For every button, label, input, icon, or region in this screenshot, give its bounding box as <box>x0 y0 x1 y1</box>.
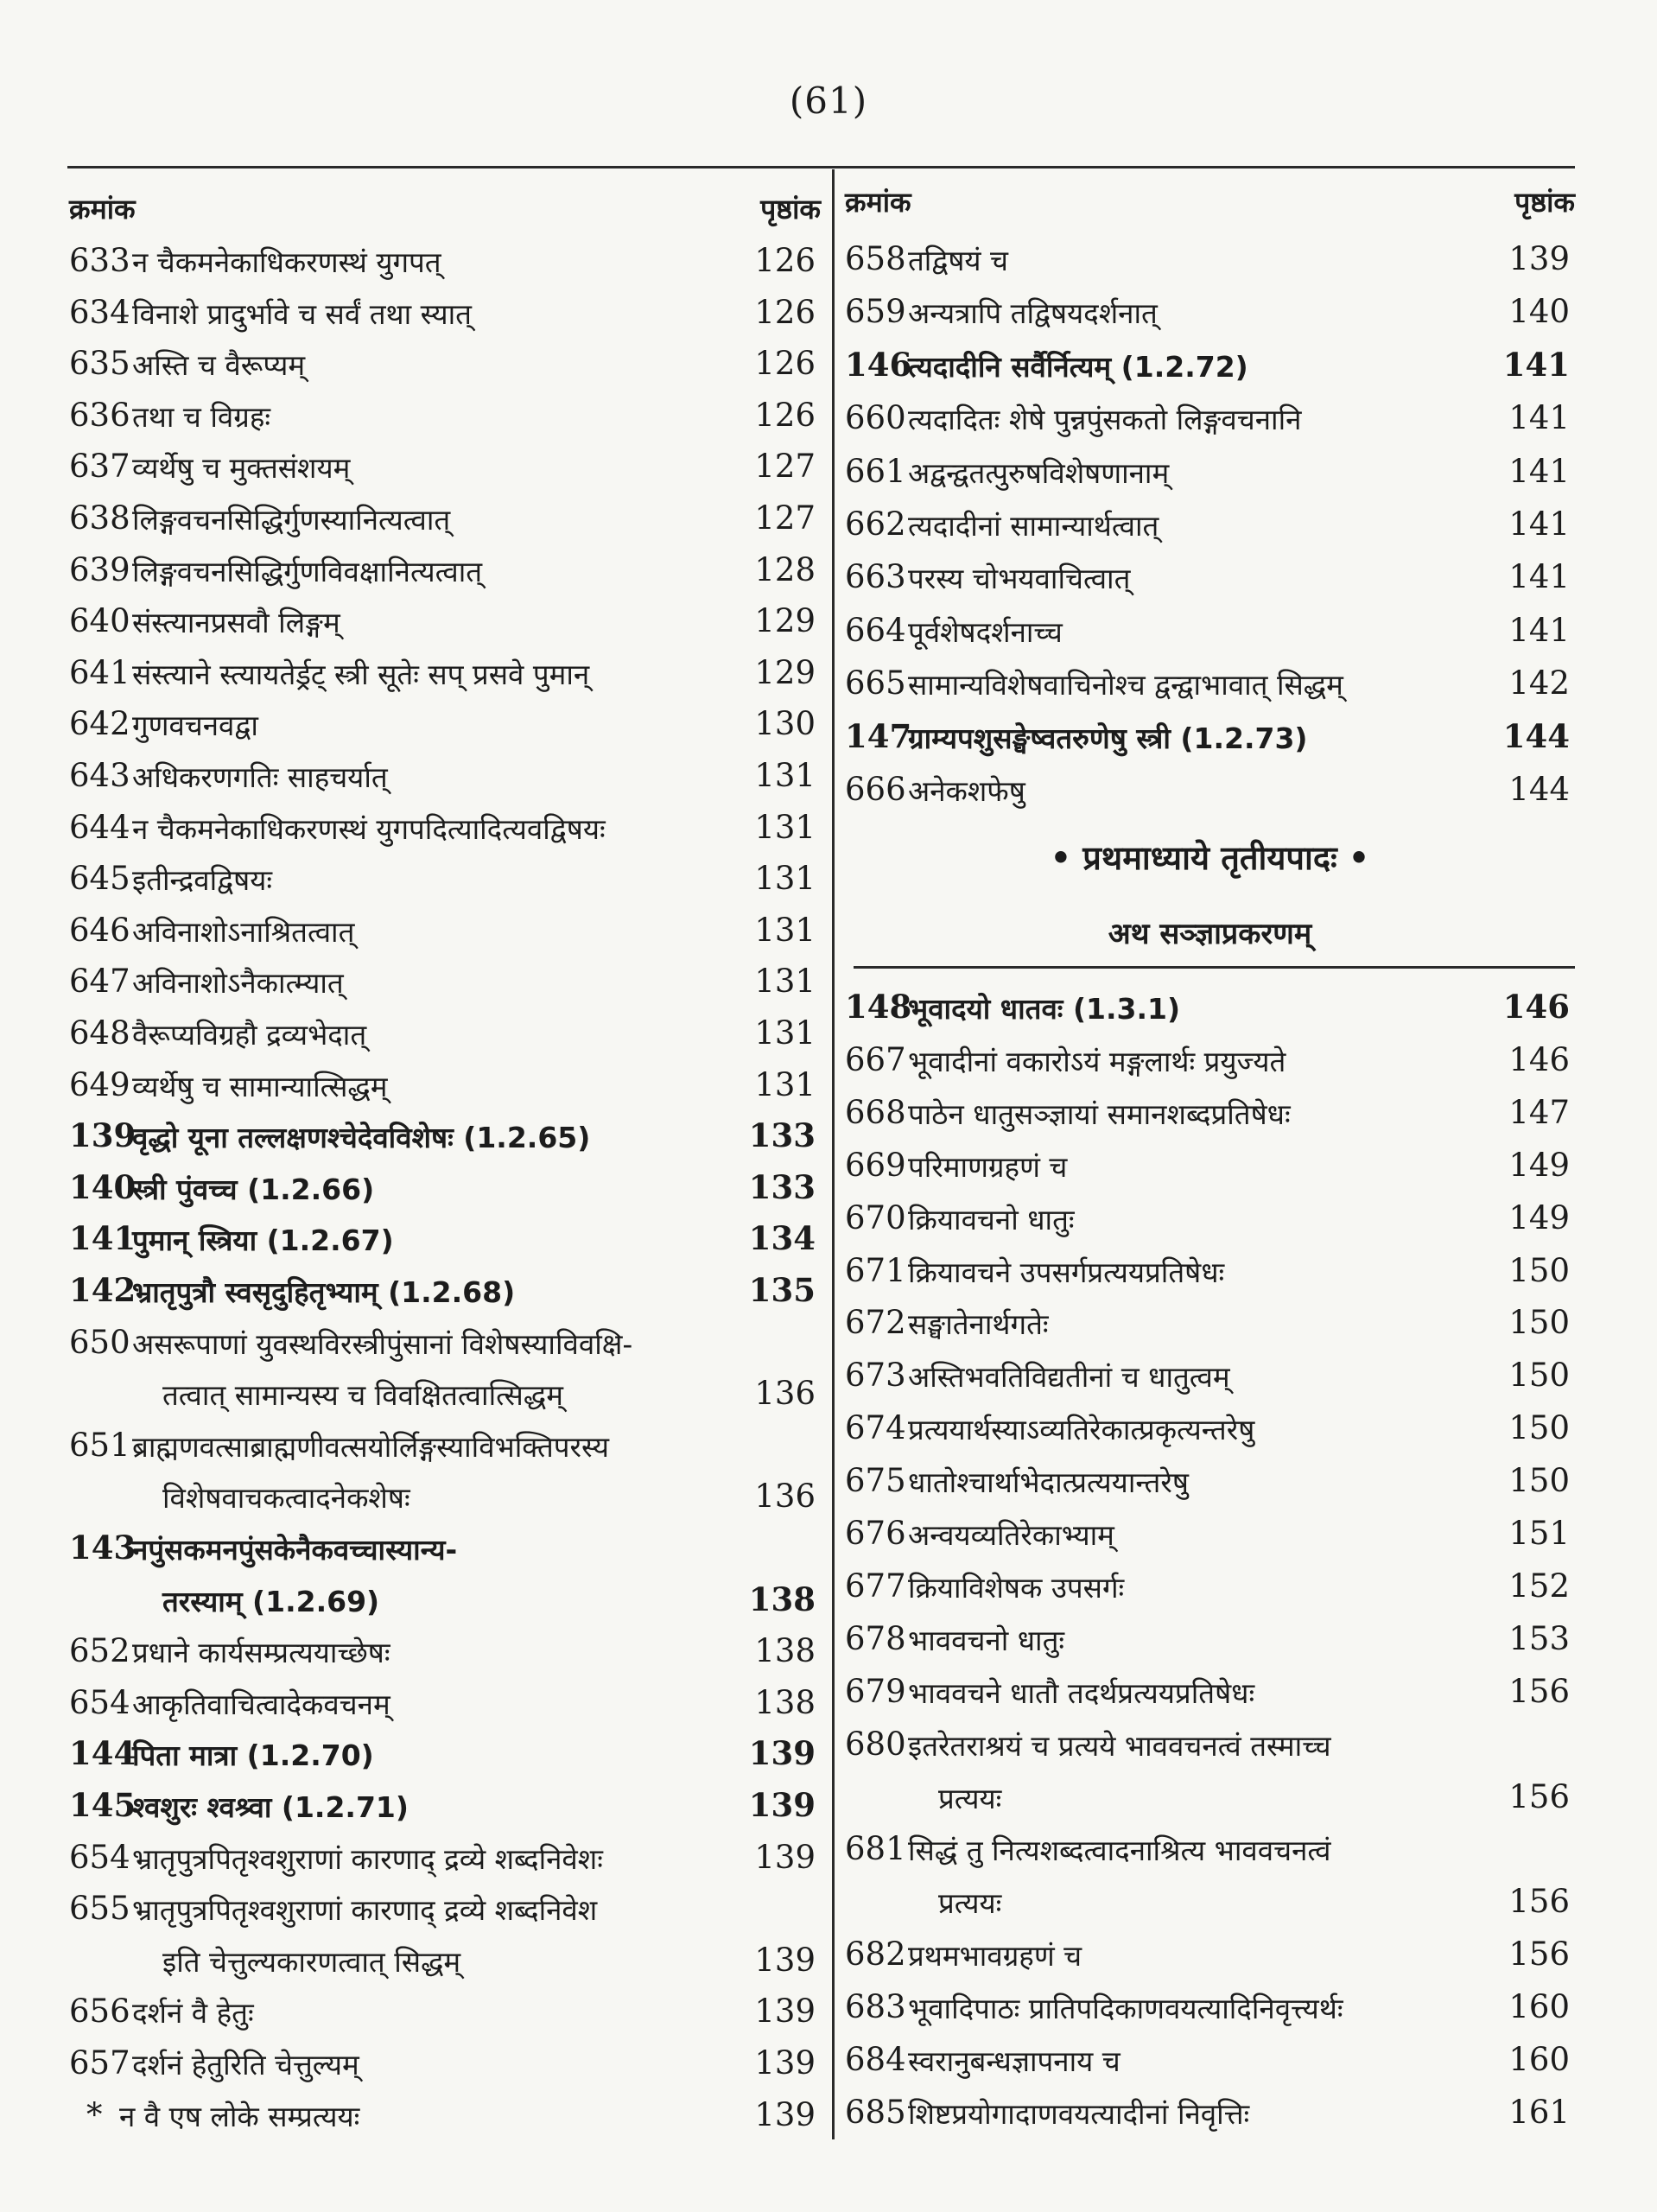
entry-text: इतीन्द्रवद्विषयः <box>132 863 273 898</box>
entry-number: 679 <box>845 1672 906 1710</box>
list-item <box>845 1980 1575 2030</box>
entry-text: अस्तिभवतिविद्यतीनां च धातुत्वम् <box>908 1360 1230 1395</box>
list-item <box>69 1315 821 1365</box>
entry-number: 660 <box>845 399 906 437</box>
entry-text: ब्राह्मणवत्साब्राह्मणीवत्सयोर्लिङ्गस्याविभक्तिपरस्य <box>132 1429 610 1464</box>
entry-page-number: 133 <box>748 1167 816 1206</box>
entry-number: 676 <box>845 1515 906 1552</box>
entry-page-number: 139 <box>748 1734 816 1773</box>
list-item <box>69 1624 821 1674</box>
entry-number: 682 <box>845 1936 906 1974</box>
entry-number: 654 <box>69 1683 130 1721</box>
entry-text: भाववचने धातौ तदर्थप्रत्ययप्रतिषेधः <box>908 1675 1255 1710</box>
entry-text: प्रथमभावग्रहणं च <box>908 1939 1082 1974</box>
entry-page-number: 131 <box>754 860 816 898</box>
list-item <box>69 1933 821 1983</box>
entry-page-number: 139 <box>754 1993 816 2031</box>
page-number-heading: पृष्ठांक <box>1514 186 1575 219</box>
entry-page-number: 150 <box>1508 1304 1570 1342</box>
entry-number: 646 <box>69 911 130 949</box>
page-number-heading: पृष्ठांक <box>760 193 821 226</box>
entry-number: 643 <box>69 757 130 794</box>
entry-page-number: 156 <box>1508 1777 1570 1815</box>
entry-text: व्यर्थेषु च मुक्तसंशयम् <box>132 451 351 486</box>
entry-text: आकृतिवाचित्वादेकवचनम् <box>132 1687 390 1721</box>
entry-page-number: 129 <box>754 602 816 640</box>
entry-text: न चैकमनेकाधिकरणस्थं युगपदित्यादित्यवद्विषयः <box>132 811 606 846</box>
list-item <box>69 1211 821 1262</box>
entry-number: 652 <box>69 1632 130 1670</box>
entry-page-number: 138 <box>748 1580 816 1618</box>
entry-number: 637 <box>69 448 130 486</box>
entry-number: 143 <box>69 1529 136 1567</box>
entry-number: 651 <box>69 1426 130 1464</box>
entry-page-number: 127 <box>754 448 816 486</box>
entry-text: श्वशुरः श्वश्र्वा (1.2.71) <box>132 1790 409 1824</box>
entry-text: क्रियाविशेषक उपसर्गः <box>908 1570 1125 1605</box>
entry-text: धातोश्चार्थाभेदात्प्रत्ययान्तरेषु <box>908 1465 1189 1500</box>
entry-page-number: 131 <box>754 963 816 1001</box>
list-item <box>69 1830 821 1880</box>
list-item <box>845 444 1575 494</box>
entry-page-number: 146 <box>1502 988 1570 1026</box>
entry-page-number: 138 <box>754 1632 816 1670</box>
entry-page-number: 150 <box>1508 1409 1570 1447</box>
list-item <box>69 2088 821 2138</box>
list-item <box>845 2085 1575 2135</box>
entry-text: परिमाणग्रहणं च <box>908 1149 1068 1184</box>
list-item <box>69 1881 821 1931</box>
list-item <box>845 284 1575 334</box>
entry-text: सामान्यविशेषवाचिनोश्च द्वन्द्वाभावात् सिद्धम् <box>908 668 1343 702</box>
entry-number: 672 <box>845 1304 906 1342</box>
entry-text: इति चेत्तुल्यकारणत्वात् सिद्धम् <box>162 1944 461 1979</box>
entry-text: लिङ्गवचनसिद्धिर्गुणस्यानित्यत्वात् <box>132 503 451 537</box>
list-item <box>845 338 1575 388</box>
entry-text: व्यर्थेषु च सामान्यात्सिद्धम् <box>132 1069 388 1103</box>
entry-page-number: 150 <box>1508 1357 1570 1395</box>
entry-text: भूवादिपाठः प्रातिपदिकाणवयत्यादिनिवृत्त्यर्थः <box>908 1992 1343 2026</box>
entry-text: वृद्धो यूना तल्लक्षणश्चेदेवविशेषः (1.2.65) <box>132 1121 591 1155</box>
entry-number: 640 <box>69 602 130 640</box>
entry-number: 655 <box>69 1890 130 1928</box>
entry-page-number: 150 <box>1508 1251 1570 1289</box>
entry-number: 638 <box>69 499 130 537</box>
list-item <box>69 233 821 283</box>
entry-number: 684 <box>845 2041 906 2078</box>
entry-page-number: 126 <box>754 396 816 434</box>
entry-number: 663 <box>845 558 906 596</box>
entry-page-number: 160 <box>1508 1988 1570 2026</box>
entry-page-number: 141 <box>1508 558 1570 596</box>
entry-page-number: 140 <box>1508 293 1570 331</box>
entry-page-number: 141 <box>1508 611 1570 649</box>
entry-number: 656 <box>69 1993 130 2031</box>
list-item <box>845 1191 1575 1241</box>
entry-number: 636 <box>69 396 130 434</box>
entry-number: 657 <box>69 2044 130 2082</box>
entry-text: वैरूप्यविग्रहौ द्रव्यभेदात् <box>132 1018 367 1052</box>
entry-number: 139 <box>69 1116 136 1155</box>
entry-text: पूर्वशेषदर्शनाच्च <box>908 614 1063 649</box>
list-item <box>845 980 1575 1030</box>
list-item <box>69 1778 821 1828</box>
list-item <box>69 645 821 696</box>
list-item <box>69 1160 821 1211</box>
entry-number: 674 <box>845 1409 906 1447</box>
entry-page-number: 129 <box>754 653 816 691</box>
entry-number: 649 <box>69 1065 130 1103</box>
list-item <box>845 603 1575 653</box>
entry-number: 666 <box>845 771 906 808</box>
entry-text: क्रियावचने उपसर्गप्रत्ययप्रतिषेधः <box>908 1255 1225 1289</box>
entry-page-number: 131 <box>754 1014 816 1052</box>
list-item <box>69 1469 821 1519</box>
list-item <box>845 1085 1575 1135</box>
list-item <box>845 1401 1575 1451</box>
list-item <box>69 1573 821 1623</box>
entry-page-number: 142 <box>1508 664 1570 702</box>
entry-number: 659 <box>845 293 906 331</box>
list-item <box>69 388 821 438</box>
entry-text: अन्यत्रापि तद्विषयदर्शनात् <box>908 296 1158 331</box>
list-item <box>845 1138 1575 1188</box>
entry-number: 671 <box>845 1251 906 1289</box>
entry-number: 661 <box>845 452 906 490</box>
list-item <box>69 1263 821 1313</box>
entry-number: 644 <box>69 808 130 846</box>
entry-page-number: 126 <box>754 293 816 331</box>
entry-page-number: 146 <box>1508 1040 1570 1078</box>
entry-text: अविनाशोऽनैकात्म्यात् <box>132 966 344 1001</box>
list-item <box>845 1295 1575 1345</box>
entry-text: भूवादीनां वकारोऽयं मङ्गलार्थः प्रयुज्यते <box>908 1044 1286 1078</box>
list-item <box>69 285 821 335</box>
section-subtitle: अथ सञ्ज्ञाप्रकरणम् <box>1108 917 1312 951</box>
entry-text: सिद्धं तु नित्यशब्दत्वादनाश्रित्य भाववचनत्वं <box>908 1834 1331 1868</box>
entry-text: अधिकरणगतिः साहचर्यात् <box>132 760 388 794</box>
list-item <box>845 1770 1575 1820</box>
entry-page-number: 141 <box>1508 399 1570 437</box>
list-item <box>845 1348 1575 1398</box>
entry-page-number: 141 <box>1508 452 1570 490</box>
entry-text: गुणवचनवद्वा <box>132 709 258 743</box>
list-item <box>69 1984 821 2034</box>
page-number: (61) <box>789 79 868 122</box>
list-item <box>845 1243 1575 1294</box>
entry-number: 140 <box>69 1167 136 1206</box>
entry-page-number: 156 <box>1508 1672 1570 1710</box>
entry-page-number: 161 <box>1508 2093 1570 2131</box>
entry-number: 633 <box>69 242 130 279</box>
entry-page-number: 139 <box>754 1838 816 1876</box>
list-item <box>69 748 821 798</box>
list-item <box>845 232 1575 282</box>
entry-text: दर्शनं हेतुरिति चेत्तुल्यम् <box>132 2048 359 2082</box>
entry-text: भ्रातृपुत्रौ स्वसृदुहितृभ्याम् (1.2.68) <box>132 1275 516 1309</box>
entry-text: असरूपाणां युवस्थविरस्त्रीपुंसानां विशेषस्याविवक्षि- <box>132 1326 633 1361</box>
list-item <box>845 762 1575 812</box>
right-column-header <box>845 176 1575 221</box>
entry-page-number: 128 <box>754 550 816 588</box>
list-item <box>845 656 1575 706</box>
list-item <box>845 1506 1575 1556</box>
entry-text: संस्त्यानप्रसवौ लिङ्गम् <box>132 606 340 640</box>
entry-text: विशेषवाचकत्वादनेकशेषः <box>162 1481 410 1516</box>
entry-page-number: 139 <box>754 2044 816 2082</box>
list-item <box>69 439 821 489</box>
header-rule <box>67 166 1575 168</box>
entry-text: संस्त्याने स्त्यायतेर्ड्रट् स्त्री सूतेः सप् प्रसवे पुमान् <box>132 657 590 691</box>
list-item <box>69 696 821 747</box>
entry-text: भूवादयो धातवः (1.3.1) <box>908 992 1181 1026</box>
entry-number: 145 <box>69 1786 136 1824</box>
entry-page-number: 139 <box>1508 240 1570 277</box>
list-item <box>69 954 821 1004</box>
list-item <box>69 2036 821 2086</box>
list-item <box>845 1611 1575 1662</box>
entry-number: 650 <box>69 1323 130 1361</box>
entry-number: 677 <box>845 1567 906 1605</box>
entry-number: 641 <box>69 653 130 691</box>
entry-text: लिङ्गवचनसिद्धिर्गुणविवक्षानित्यत्वात् <box>132 554 483 588</box>
entry-page-number: 144 <box>1502 716 1570 755</box>
entry-page-number: 156 <box>1508 1936 1570 1974</box>
list-item <box>69 543 821 593</box>
serial-number-heading: क्रमांक <box>845 186 911 219</box>
entry-page-number: 153 <box>1508 1619 1570 1657</box>
entry-page-number: 135 <box>748 1271 816 1309</box>
list-item <box>845 1717 1575 1767</box>
entry-page-number: 149 <box>1508 1198 1570 1236</box>
list-item <box>69 851 821 901</box>
section-rule <box>854 966 1575 969</box>
entry-page-number: 138 <box>754 1683 816 1721</box>
entry-number: 665 <box>845 664 906 702</box>
entry-number: 658 <box>845 240 906 277</box>
entry-text: भ्रातृपुत्रपितृश्वशुराणां कारणाद् द्रव्ये शब्दनिवेश <box>132 1893 598 1928</box>
entry-number: 142 <box>69 1271 136 1309</box>
entry-text: तरस्याम् (1.2.69) <box>162 1584 380 1618</box>
entry-number: 148 <box>845 988 912 1026</box>
entry-text: नपुंसकमनपुंसकेनैकवच्चास्यान्य- <box>132 1533 458 1567</box>
entry-page-number: 152 <box>1508 1567 1570 1605</box>
list-item <box>845 1821 1575 1872</box>
entry-text: प्रधाने कार्यसम्प्रत्ययाच्छेषः <box>132 1636 390 1670</box>
entry-number: 668 <box>845 1093 906 1131</box>
entry-number: 667 <box>845 1040 906 1078</box>
entry-number: 662 <box>845 505 906 543</box>
list-item <box>69 1726 821 1777</box>
list-item <box>845 497 1575 547</box>
entry-page-number: 126 <box>754 242 816 279</box>
entry-text: अद्वन्द्वतत्पुरुषविशेषणानाम् <box>908 455 1170 490</box>
list-item <box>69 491 821 541</box>
entry-page-number: 156 <box>1508 1883 1570 1921</box>
list-item <box>845 1664 1575 1714</box>
list-item <box>845 1874 1575 1924</box>
entry-page-number: 139 <box>754 2095 816 2133</box>
entry-page-number: 149 <box>1508 1146 1570 1184</box>
entry-text: स्वरानुबन्धज्ञापनाय च <box>908 2044 1121 2078</box>
entry-text: त्यदादितः शेषे पुन्नपुंसकतो लिङ्गवचनानि <box>908 403 1302 437</box>
entry-page-number: 131 <box>754 808 816 846</box>
entry-number: 678 <box>845 1619 906 1657</box>
list-item <box>69 800 821 850</box>
entry-number: 681 <box>845 1830 906 1868</box>
entry-number: 685 <box>845 2093 906 2131</box>
entry-text: अस्ति च वैरूप्यम् <box>132 348 306 383</box>
entry-number: 683 <box>845 1988 906 2026</box>
list-item <box>845 1033 1575 1083</box>
column-divider <box>832 169 835 2139</box>
list-item <box>845 1559 1575 1609</box>
entry-text: पुमान् स्त्रिया (1.2.67) <box>132 1224 394 1258</box>
entry-text: पिता मात्रा (1.2.70) <box>132 1738 374 1773</box>
entry-text: भ्रातृपुत्रपितृश्वशुराणां कारणाद् द्रव्ये शब्दनिवेशः <box>132 1841 603 1876</box>
list-item <box>69 1058 821 1108</box>
entry-page-number: 139 <box>754 1941 816 1979</box>
entry-page-number: 131 <box>754 1065 816 1103</box>
list-item <box>69 1521 821 1571</box>
list-item <box>845 550 1575 600</box>
entry-text: तत्वात् सामान्यस्य च विवक्षितत्वात्सिद्धम् <box>162 1378 563 1413</box>
entry-page-number: 141 <box>1508 505 1570 543</box>
list-item <box>845 391 1575 441</box>
entry-page-number: 160 <box>1508 2041 1570 2078</box>
entry-page-number: 130 <box>754 705 816 743</box>
list-item <box>69 1418 821 1468</box>
entry-text: सङ्घातेनार्थगतेः <box>908 1307 1049 1342</box>
list-item <box>69 594 821 644</box>
left-column-header <box>69 183 821 228</box>
entry-page-number: 141 <box>1502 345 1570 384</box>
entry-text: तथा च विग्रहः <box>132 399 271 434</box>
entry-text: परस्य चोभयवाचित्वात् <box>908 562 1131 596</box>
entry-number: 647 <box>69 963 130 1001</box>
entry-page-number: 147 <box>1508 1093 1570 1131</box>
entry-text: न वै एष लोके सम्प्रत्ययः <box>119 2099 360 2133</box>
entry-number: 664 <box>845 611 906 649</box>
list-item <box>69 1109 821 1159</box>
entry-text: भाववचनो धातुः <box>908 1623 1065 1657</box>
list-item <box>69 1006 821 1056</box>
entry-page-number: 144 <box>1508 771 1570 808</box>
entry-number: 654 <box>69 1838 130 1876</box>
entry-text: स्त्री पुंवच्च (1.2.66) <box>132 1172 375 1206</box>
entry-number: 634 <box>69 293 130 331</box>
entry-text: ग्राम्यपशुसङ्घेष्वतरुणेषु स्त्री (1.2.73) <box>908 721 1308 755</box>
entry-number: 642 <box>69 705 130 743</box>
entry-number: 141 <box>69 1219 136 1258</box>
list-item <box>69 336 821 386</box>
list-item <box>845 1453 1575 1503</box>
entry-page-number: 126 <box>754 345 816 383</box>
entry-number: 670 <box>845 1198 906 1236</box>
entry-number: 673 <box>845 1357 906 1395</box>
entry-page-number: 151 <box>1508 1515 1570 1552</box>
entry-page-number: 150 <box>1508 1462 1570 1500</box>
list-item <box>69 903 821 953</box>
entry-text: शिष्टप्रयोगादाणवयत्यादीनां निवृत्तिः <box>908 2096 1250 2131</box>
entry-text: दर्शनं वै हेतुः <box>132 1996 254 2031</box>
entry-number: 147 <box>845 716 912 755</box>
entry-number: 635 <box>69 345 130 383</box>
entry-text: तद्विषयं च <box>908 244 1008 277</box>
entry-text: पाठेन धातुसञ्ज्ञायां समानशब्दप्रतिषेधः <box>908 1096 1291 1131</box>
serial-number-heading: क्रमांक <box>69 193 136 226</box>
entry-text: क्रियावचनो धातुः <box>908 1202 1075 1236</box>
section-title: • प्रथमाध्याये तृतीयपादः • <box>1050 839 1370 877</box>
entry-page-number: 133 <box>748 1116 816 1155</box>
entry-number: 648 <box>69 1014 130 1052</box>
entry-text: अनेकशफेषु <box>908 774 1025 808</box>
list-item <box>845 709 1575 760</box>
entry-number: 144 <box>69 1734 136 1773</box>
entry-text: प्रत्ययः <box>938 1886 1002 1921</box>
entry-number: * <box>86 2095 103 2133</box>
entry-page-number: 139 <box>748 1786 816 1824</box>
entry-page-number: 134 <box>748 1219 816 1258</box>
entry-number: 669 <box>845 1146 906 1184</box>
entry-text: प्रत्ययः <box>938 1781 1002 1815</box>
entry-page-number: 131 <box>754 911 816 949</box>
entry-number: 680 <box>845 1725 906 1763</box>
entry-text: त्यदादीनि सर्वैर्नित्यम् (1.2.72) <box>908 349 1248 384</box>
entry-page-number: 127 <box>754 499 816 537</box>
entry-page-number: 131 <box>754 757 816 794</box>
list-item <box>69 1366 821 1416</box>
entry-text: इतरेतराश्रयं च प्रत्यये भाववचनत्वं तस्माच्च <box>908 1728 1331 1763</box>
entry-page-number: 136 <box>754 1375 816 1413</box>
entry-number: 645 <box>69 860 130 898</box>
entry-text: न चैकमनेकाधिकरणस्थं युगपत् <box>132 245 441 279</box>
list-item <box>845 2032 1575 2082</box>
list-item <box>845 1927 1575 1977</box>
entry-text: प्रत्ययार्थस्याऽव्यतिरेकात्प्रकृत्यन्तरेषु <box>908 1413 1255 1447</box>
entry-number: 146 <box>845 345 912 384</box>
entry-text: विनाशे प्रादुर्भावे च सर्वं तथा स्यात् <box>132 296 472 331</box>
entry-number: 639 <box>69 550 130 588</box>
entry-number: 675 <box>845 1462 906 1500</box>
entry-text: अन्वयव्यतिरेकाभ्याम् <box>908 1518 1114 1552</box>
list-item <box>69 1675 821 1726</box>
entry-page-number: 136 <box>754 1478 816 1516</box>
entry-text: अविनाशोऽनाश्रितत्वात् <box>132 914 355 949</box>
entry-text: त्यदादीनां सामान्यार्थत्वात् <box>908 509 1159 543</box>
